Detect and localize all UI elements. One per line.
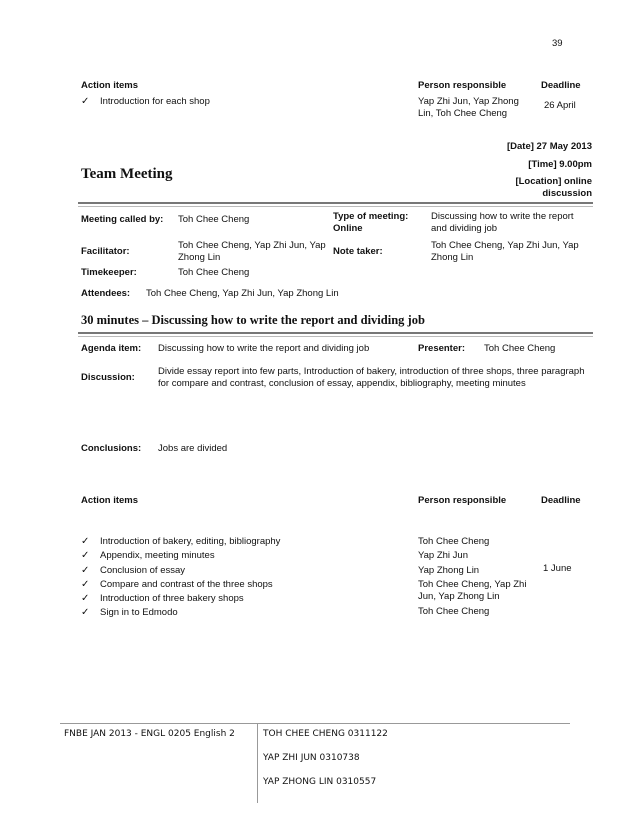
- page-number: 39: [552, 38, 563, 49]
- title-rule-thin: [78, 206, 593, 207]
- agenda-item-label: Agenda item:: [81, 343, 142, 354]
- footer-student: YAP ZHI JUN 0310738: [263, 753, 360, 763]
- check-icon: [81, 96, 89, 108]
- action-item-person: Yap Zhi Jun: [418, 550, 468, 561]
- check-icon: [81, 607, 89, 619]
- action-item-person: Yap Zhong Lin: [418, 565, 480, 576]
- action-item-person: Toh Chee Cheng: [418, 536, 490, 547]
- action-item-person: Yap Zhi Jun, Yap Zhong Lin, Toh Chee Cheng: [418, 96, 519, 119]
- action-item-deadline: 26 April: [544, 100, 576, 111]
- action-item-text: Sign in to Edmodo: [100, 607, 178, 618]
- footer-student: YAP ZHONG LIN 0310557: [263, 777, 377, 787]
- presenter-label: Presenter:: [418, 343, 465, 354]
- action-item-deadline: 1 June: [543, 563, 572, 574]
- agenda-rule: [78, 332, 593, 334]
- facilitator-label: Facilitator:: [81, 246, 130, 257]
- meeting-description: Discussing how to write the report and dividing job: [431, 211, 574, 234]
- check-icon: [81, 536, 89, 548]
- discussion-text: Divide essay report into few parts, Introduction of bakery, introduction of three shops, three paragraph for compare and contrast, conclusion of essay, appendix, bibliography, meeting minutes: [158, 366, 585, 389]
- presenter-value: Toh Chee Cheng: [484, 343, 556, 354]
- attendees-label: Attendees:: [81, 288, 131, 299]
- deadline-header: Deadline: [541, 80, 581, 91]
- action-item-text: Appendix, meeting minutes: [100, 550, 215, 561]
- action-item-text: Conclusion of essay: [100, 565, 186, 576]
- note-taker-label: Note taker:: [333, 246, 383, 257]
- action-item-person: Toh Chee Cheng, Yap Zhi Jun, Yap Zhong Lin: [418, 579, 527, 602]
- facilitator-value: Toh Chee Cheng, Yap Zhi Jun, Yap Zhong Lin: [178, 240, 326, 263]
- footer-course: FNBE JAN 2013 - ENGL 0205 English 2: [64, 729, 235, 739]
- person-responsible-header: Person responsible: [418, 80, 507, 91]
- footer-rule: [60, 723, 570, 724]
- called-by-value: Toh Chee Cheng: [178, 214, 250, 225]
- attendees-value: Toh Chee Cheng, Yap Zhi Jun, Yap Zhong Lin: [146, 288, 339, 299]
- action-items-header-2: Action items: [81, 495, 139, 506]
- meeting-location: [Location] online discussion: [515, 176, 592, 199]
- footer-student: TOH CHEE CHENG 0311122: [263, 729, 388, 739]
- action-item-text: Compare and contrast of the three shops: [100, 579, 273, 590]
- type-of-meeting-label: Type of meeting:: [333, 211, 409, 222]
- called-by-label: Meeting called by:: [81, 214, 164, 225]
- note-taker-value: Toh Chee Cheng, Yap Zhi Jun, Yap Zhong Lin: [431, 240, 579, 263]
- title-rule: [78, 202, 593, 204]
- timekeeper-value: Toh Chee Cheng: [178, 267, 250, 278]
- action-item-text: Introduction for each shop: [100, 96, 210, 107]
- conclusions-value: Jobs are divided: [158, 443, 228, 454]
- check-icon: [81, 565, 89, 577]
- agenda-item-value: Discussing how to write the report and dividing job: [158, 343, 370, 354]
- check-icon: [81, 550, 89, 562]
- check-icon: [81, 593, 89, 605]
- meeting-title: Team Meeting: [81, 166, 173, 182]
- action-item-text: Introduction of bakery, editing, bibliography: [100, 536, 281, 547]
- agenda-rule-thin: [78, 336, 593, 337]
- discussion-label: Discussion:: [81, 372, 135, 383]
- meeting-time: [Time] 9.00pm: [528, 159, 592, 170]
- footer-divider: [257, 723, 258, 803]
- meeting-date: [Date] 27 May 2013: [506, 141, 592, 152]
- check-icon: [81, 579, 89, 591]
- agenda-heading: 30 minutes – Discussing how to write the report and dividing job: [81, 313, 425, 327]
- type-of-meeting-value: Online: [333, 223, 363, 234]
- conclusions-label: Conclusions:: [81, 443, 142, 454]
- person-responsible-header-2: Person responsible: [418, 495, 507, 506]
- deadline-header-2: Deadline: [541, 495, 581, 506]
- action-items-header: Action items: [81, 80, 139, 91]
- action-item-text: Introduction of three bakery shops: [100, 593, 244, 604]
- timekeeper-label: Timekeeper:: [81, 267, 137, 278]
- action-item-person: Toh Chee Cheng: [418, 606, 490, 617]
